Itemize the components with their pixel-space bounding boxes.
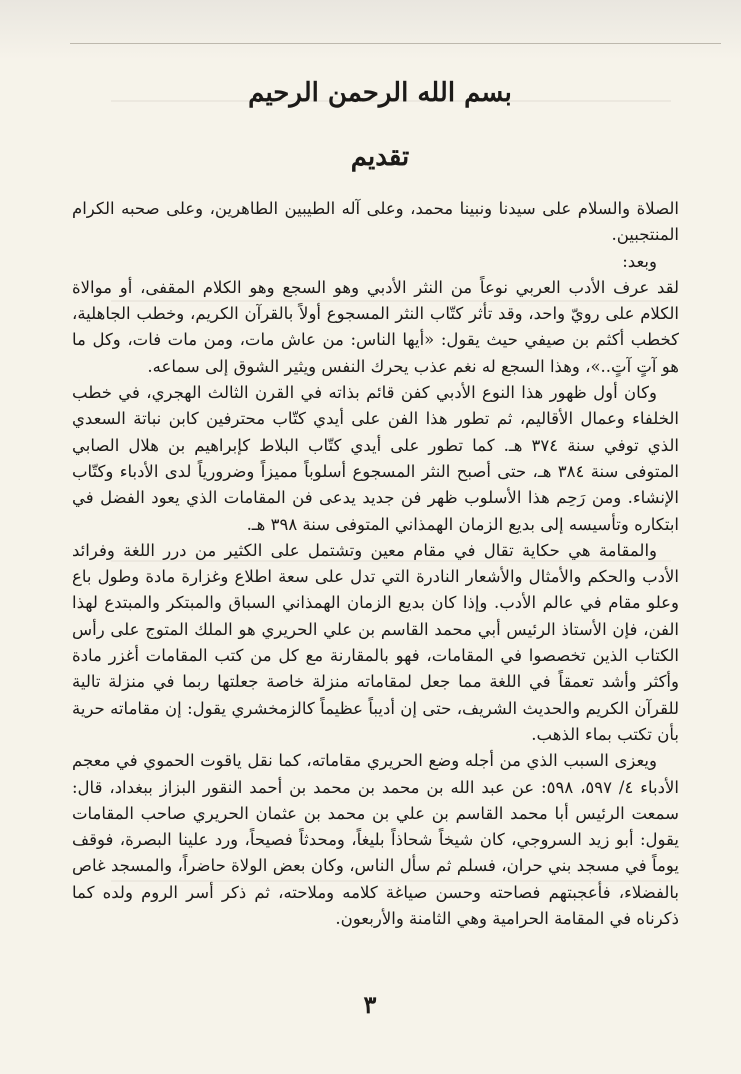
- header-rule: [70, 43, 721, 44]
- section-heading: تقديم: [350, 142, 410, 172]
- basmala: بسم الله الرحمن الرحيم: [248, 78, 512, 108]
- paragraph: وبعد:: [622, 251, 657, 271]
- paragraph: ويعزى السبب الذي من أجله وضع الحريري مقاماته، كما نقل ياقوت الحموي في معجم الأدباء ٤/ ٥٩٧، ٥٩٨: عن عبد الله بن محمد بن محمد بن أحمد النقور البزاز ببغداد، قال: سمعت الرئيس أبا محمد القاسم بن علي بن محمد بن عثمان الحريري صاحب المقامات يقول: أبو زيد السروجي، كان شيخاً شحاذاً بليغاً، ومحدثاً فصيحاً، ورد علينا البصرة، فوقف يوماً في مسجد بني حران، فسلم ثم سأل الناس، وكان بعض الولاة حاضراً، والمسجد غاص بالفضلاء، فأعجبتهم فصاحته وحسن صياغة كلامه وملاحته، ثم ذكر أسر الروم ولده كما ذكرناه في المقامة الحرامية وهي الثامنة والأربعون.: [72, 751, 679, 929]
- paragraph: وكان أول ظهور هذا النوع الأدبي كفن قائم بذاته في القرن الثالث الهجري، في خطب الخلفاء وعمال الأقاليم، ثم تطور هذا الفن على أيدي كتّاب محترفين كابن نباتة السعدي الذي توفي سنة ٣٧٤ هـ. كما تطور على أيدي كتّاب البلاط كإبراهيم بن هلال الصابي المتوفى سنة ٣٨٤ هـ، حتى أصبح النثر المسجوع أسلوباً مميزاً وضرورياً لدى الأدباء وكتّاب الإنشاء. ومن رَحِم هذا الأسلوب ظهر فن جديد يدعى فن المقامات الذي يعود الفضل في ابتكاره وتأسيسه إلى بديع الزمان الهمذاني المتوفى سنة ٣٩٨ هـ.: [72, 383, 679, 534]
- paragraph: الصلاة والسلام على سيدنا ونبينا محمد، وعلى آله الطيبين الطاهرين، وعلى صحبه الكرام المنتجبين.: [72, 199, 679, 245]
- page-number: ٣: [363, 990, 377, 1019]
- page-top-shadow: [0, 0, 741, 60]
- paragraph: لقد عرف الأدب العربي نوعاً من النثر الأدبي وهو السجع وهو الكلام المقفى، أو موالاة الكلام على رويّ واحد، وقد تأثر كتّاب النثر المسجوع أولاً بالقرآن الكريم، وخطب الجاهلية، كخطب أكثم بن صيفي حيث يقول: «أيها الناس: من عاش مات، ومن مات فات، وكل ما هو آتٍ آتٍ..»، وهذا السجع له نغم عذب يحرك النفس ويثير الشوق إلى سماعه.: [72, 277, 679, 376]
- body-text: [72, 196, 679, 932]
- paragraph: والمقامة هي حكاية تقال في مقام معين وتشتمل على الكثير من درر اللغة وفرائد الأدب والحكم والأمثال والأشعار النادرة التي تدل على سعة اطلاع وغزارة مادة وطول باع وعلو مقام في عالم الأدب. وإذا كان بديع الزمان الهمذاني السباق والمبتكر والمبتدع لهذا الفن، فإن الأستاذ الرئيس أبي محمد القاسم بن علي الحريري هو الملك المتوج على رأس الكتاب الذين تخصصوا في المقامات، فهو بالمقارنة مع كل من كتب المقامات أغزر مادة وأكثر وأشد تعمقاً في اللغة مما جعل لمقاماته منزلة خاصة جعلتها ربما في منزلة تالية للقرآن الكريم والحديث الشريف، حتى إن أديباً عظيماً كالزمخشري يقول: إن مقاماته حرية بأن تكتب بماء الذهب.: [72, 540, 679, 744]
